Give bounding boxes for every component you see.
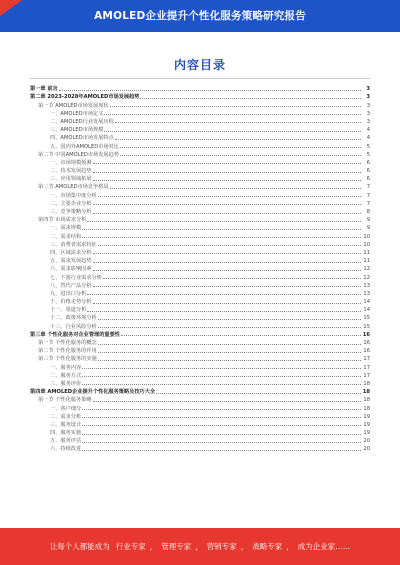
toc-leader-dots	[59, 90, 361, 91]
toc-entry-label: 二、服务方式	[50, 372, 82, 379]
toc-entry-page: 6	[366, 159, 370, 166]
toc-leader-dots	[82, 376, 361, 377]
toc-entry[interactable]	[30, 240, 370, 248]
toc-leader-dots	[110, 188, 361, 189]
toc-entry-label: 第四章 AMOLED企业提升个性化服务策略及技巧大全	[30, 389, 156, 396]
toc-entry-page: 10	[363, 233, 370, 240]
toc-entry-label: 五、国内外AMOLED市场对比	[50, 143, 119, 150]
toc-entry-page: 3	[366, 110, 370, 117]
toc-entry-page: 5	[366, 143, 370, 150]
toc-leader-dots	[120, 147, 361, 148]
toc-entry-page: 16	[363, 340, 370, 346]
toc-entry-label: 第四节 市场需求分析	[38, 217, 87, 224]
toc-entry-page: 3	[366, 86, 370, 93]
toc-entry-page: 15	[363, 323, 370, 330]
toc-leader-dots	[82, 237, 361, 238]
toc-leader-dots	[98, 196, 361, 197]
toc-leader-dots	[104, 114, 361, 115]
toc-entry-label: 十一、渠道分析	[50, 307, 87, 314]
toc-entry[interactable]	[30, 272, 370, 280]
toc-entry[interactable]	[30, 223, 370, 231]
toc-entry-page: 20	[363, 446, 370, 453]
toc-leader-dots	[98, 360, 361, 361]
footer-separator: ，	[240, 542, 249, 551]
toc-leader-dots	[103, 278, 361, 279]
toc-entry-page: 17	[363, 372, 370, 379]
toc-leader-dots	[98, 352, 361, 353]
report-title: AMOLED企业提升个性化服务策略研究报告	[94, 10, 306, 22]
header-accent-shape	[0, 0, 22, 16]
toc-entry-label: 三、消费者需求特征	[50, 241, 97, 248]
table-of-contents	[30, 84, 370, 452]
toc-entry[interactable]	[30, 117, 370, 125]
toc-entry-label: 第三节 个性化服务的实施	[38, 356, 97, 363]
footer-roles	[116, 541, 351, 552]
toc-entry-page: 19	[363, 421, 370, 428]
toc-leader-dots	[87, 294, 361, 295]
toc-entry-page: 7	[366, 200, 370, 207]
toc-leader-dots	[93, 253, 361, 254]
toc-leader-dots	[121, 335, 361, 336]
toc-entry-page: 6	[366, 176, 370, 183]
toc-leader-dots	[82, 409, 361, 410]
toc-entry-label: 五、需求发展趋势	[50, 258, 92, 265]
toc-entry[interactable]	[30, 403, 370, 411]
toc-leader-dots	[93, 286, 361, 287]
toc-leader-dots	[93, 262, 361, 263]
toc-entry[interactable]	[30, 436, 370, 444]
toc-entry-label: 第二节 中国AMOLED市场发展趋势	[38, 151, 119, 158]
toc-entry-label: 一、客户细分	[50, 405, 82, 412]
toc-entry-page: 14	[363, 299, 370, 306]
toc-entry-page: 19	[363, 413, 370, 420]
toc-entry-page: 16	[362, 331, 370, 338]
toc-entry[interactable]	[30, 379, 370, 387]
toc-leader-dots	[98, 344, 361, 345]
toc-entry[interactable]	[30, 428, 370, 436]
footer-role: 战略专家	[252, 542, 283, 551]
toc-entry-page: 17	[363, 356, 370, 363]
toc-entry[interactable]	[30, 231, 370, 239]
toc-leader-dots	[98, 319, 361, 320]
toc-entry-label: 第一节 AMOLED市场发展现状	[38, 102, 109, 109]
toc-entry-label: 三、服务评价	[50, 380, 82, 387]
footer-role: 管理专家	[161, 542, 192, 551]
toc-entry[interactable]	[30, 264, 370, 272]
toc-entry-label: 二、AMOLED行业发展历程	[50, 118, 114, 125]
toc-leader-dots	[93, 163, 361, 164]
toc-entry-label: 四、AMOLED市场发展特点	[50, 135, 114, 142]
toc-entry[interactable]	[30, 387, 370, 395]
toc-entry-label: 四、服务实施	[50, 430, 82, 437]
footer-separator: ，	[149, 542, 158, 551]
toc-entry-label: 七、下游行业需求分析	[50, 274, 102, 281]
toc-entry-page: 18	[363, 397, 370, 404]
toc-entry[interactable]	[30, 158, 370, 166]
footer-role: 成为企业家……	[297, 542, 351, 551]
toc-leader-dots	[98, 327, 361, 328]
toc-leader-dots	[115, 139, 361, 140]
toc-entry-page: 7	[366, 184, 370, 191]
toc-entry-page: 4	[366, 127, 370, 134]
toc-entry-label: 二、需求分析	[50, 413, 82, 420]
toc-entry[interactable]	[30, 125, 370, 133]
toc-leader-dots	[93, 401, 361, 402]
toc-entry[interactable]	[30, 305, 370, 313]
toc-entry-label: 十二、政策环境分析	[50, 315, 97, 322]
toc-entry-label: 三、应用领域拓展	[50, 176, 92, 183]
toc-entry[interactable]	[30, 150, 370, 158]
toc-entry-page: 3	[366, 102, 370, 109]
toc-entry[interactable]	[30, 321, 370, 329]
toc-entry[interactable]	[30, 371, 370, 379]
toc-entry-page: 3	[366, 94, 370, 101]
toc-leader-dots	[115, 122, 361, 123]
toc-entry-label: 六、需求影响因素	[50, 266, 92, 273]
toc-entry-label: 三、AMOLED市场规模	[50, 127, 104, 134]
toc-entry-page: 8	[366, 209, 370, 215]
toc-entry[interactable]	[30, 338, 370, 346]
toc-leader-dots	[87, 311, 361, 312]
toc-leader-dots	[93, 213, 361, 214]
toc-entry[interactable]	[30, 330, 370, 338]
toc-entry-page: 9	[366, 217, 370, 224]
toc-entry-label: 一、市场集中度分析	[50, 192, 97, 199]
footer-separator: ，	[286, 542, 294, 551]
toc-entry-label: 一、AMOLED市场定义	[50, 110, 104, 117]
toc-entry-page: 3	[366, 118, 370, 125]
toc-entry-label: 五、服务评估	[50, 438, 82, 445]
toc-leader-dots	[82, 368, 361, 369]
toc-leader-dots	[93, 270, 361, 271]
toc-entry[interactable]	[30, 248, 370, 256]
toc-title: 内容目录	[173, 58, 226, 72]
toc-entry[interactable]	[30, 141, 370, 149]
toc-leader-dots	[110, 106, 361, 107]
toc-entry-label: 第一节 个性化服务策略	[38, 397, 92, 404]
toc-entry-label: 第二节 个性化服务的作用	[38, 348, 97, 355]
toc-entry-label: 第一章 前言	[30, 86, 58, 93]
toc-leader-dots	[87, 221, 361, 222]
toc-entry-label: 第三节 AMOLED市场竞争格局	[38, 184, 109, 191]
toc-entry-page: 7	[366, 192, 370, 199]
toc-leader-dots	[82, 450, 361, 451]
toc-entry[interactable]	[30, 174, 370, 182]
toc-entry[interactable]	[30, 281, 370, 289]
toc-entry-page: 14	[363, 307, 370, 314]
toc-entry-page: 18	[363, 405, 370, 412]
toc-entry[interactable]	[30, 256, 370, 264]
toc-entry-label: 一、服务内容	[50, 364, 82, 371]
toc-leader-dots	[93, 172, 361, 173]
toc-entry-page: 18	[363, 380, 370, 387]
toc-entry[interactable]	[30, 166, 370, 174]
toc-leader-dots	[104, 131, 361, 132]
footer-role: 行业专家	[115, 542, 146, 551]
toc-entry-label: 第三章 个性化服务对企业管理的重要性	[30, 331, 120, 338]
toc-entry-label: 九、进出口分析	[50, 290, 87, 297]
toc-entry-page: 4	[366, 135, 370, 142]
toc-entry-label: 一、市场规模预测	[50, 159, 92, 166]
toc-entry-label: 八、替代产品分析	[50, 282, 92, 289]
toc-leader-dots	[93, 180, 361, 181]
toc-entry-label: 一、需求规模	[50, 225, 82, 232]
toc-leader-dots	[82, 434, 361, 435]
toc-leader-dots	[82, 417, 361, 418]
toc-entry-label: 三、服务设计	[50, 421, 82, 428]
toc-entry[interactable]	[30, 207, 370, 215]
toc-entry[interactable]	[30, 444, 370, 452]
footer-banner	[0, 528, 400, 565]
toc-entry[interactable]	[30, 362, 370, 370]
toc-entry-page: 6	[366, 168, 370, 175]
toc-entry-label: 四、区域需求分析	[50, 249, 92, 256]
toc-entry[interactable]	[30, 412, 370, 420]
toc-entry-label: 第二章 2023-2028年AMOLED市场发展趋势	[30, 94, 140, 101]
toc-entry[interactable]	[30, 92, 370, 100]
toc-entry-page: 12	[363, 274, 370, 281]
toc-entry[interactable]	[30, 109, 370, 117]
toc-entry[interactable]	[30, 297, 370, 305]
toc-entry-page: 17	[363, 364, 370, 371]
toc-entry[interactable]	[30, 100, 370, 108]
toc-entry-page: 11	[363, 249, 370, 256]
toc-entry-label: 十、价格走势分析	[50, 299, 92, 306]
toc-entry-page: 11	[363, 258, 370, 265]
toc-entry-page: 18	[362, 389, 370, 396]
toc-entry-label: 二、技术发展趋势	[50, 168, 92, 175]
toc-entry-page: 20	[363, 438, 370, 445]
toc-entry-label: 二、主要企业分析	[50, 200, 92, 207]
toc-entry[interactable]	[30, 354, 370, 362]
toc-entry-label: 六、持续改进	[50, 446, 82, 453]
toc-entry-label: 十三、行业风险分析	[50, 323, 97, 330]
toc-entry[interactable]	[30, 289, 370, 297]
toc-entry-label: 二、需求结构	[50, 233, 82, 240]
toc-leader-dots	[156, 393, 361, 394]
report-header	[0, 0, 400, 32]
toc-entry-page: 15	[363, 315, 370, 322]
toc-entry[interactable]	[30, 395, 370, 403]
toc-entry-page: 5	[366, 151, 370, 158]
toc-entry-page: 16	[363, 348, 370, 355]
toc-entry[interactable]	[30, 84, 370, 92]
toc-entry[interactable]	[30, 346, 370, 354]
toc-leader-dots	[93, 303, 361, 304]
toc-entry[interactable]	[30, 133, 370, 141]
toc-entry[interactable]	[30, 199, 370, 207]
footer-role: 营销专家	[206, 542, 237, 551]
toc-leader-dots	[120, 155, 361, 156]
toc-entry[interactable]	[30, 190, 370, 198]
toc-leader-dots	[98, 245, 361, 246]
toc-entry-page: 9	[366, 225, 370, 232]
toc-leader-dots	[82, 384, 361, 385]
footer-separator: ，	[195, 542, 203, 551]
toc-leader-dots	[82, 442, 361, 443]
toc-leader-dots	[82, 425, 361, 426]
toc-leader-dots	[82, 229, 361, 230]
toc-leader-dots	[140, 98, 361, 99]
toc-entry-label: 三、竞争策略分析	[50, 209, 92, 215]
toc-entry-page: 13	[363, 282, 370, 289]
toc-leader-dots	[93, 204, 361, 205]
toc-divider	[30, 78, 370, 79]
toc-entry-page: 12	[363, 266, 370, 273]
toc-entry[interactable]	[30, 313, 370, 321]
toc-entry-page: 13	[363, 290, 370, 297]
toc-entry[interactable]	[30, 182, 370, 190]
footer-tagline: 让每个人都能成为	[49, 542, 110, 551]
toc-entry-label: 第一节 个性化服务的概念	[38, 340, 97, 346]
toc-entry[interactable]	[30, 420, 370, 428]
toc-entry-page: 19	[363, 430, 370, 437]
toc-entry[interactable]	[30, 215, 370, 223]
toc-entry-page: 10	[363, 241, 370, 248]
